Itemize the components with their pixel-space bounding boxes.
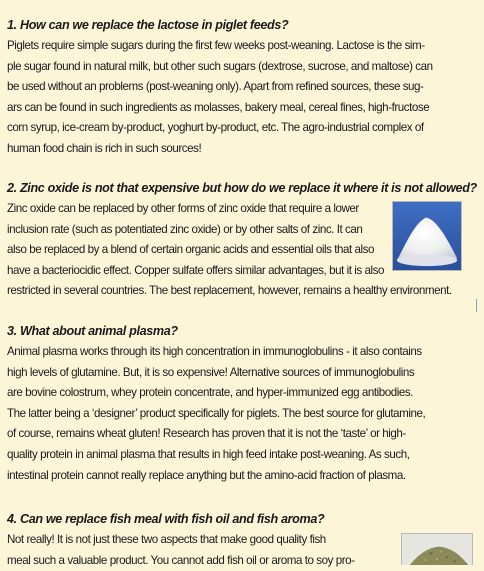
answer-4-line: Not really! It is not just these two aspects that make good quality fish [7,533,326,546]
answer-4-line: meal such a valuable product. You cannot add fish oil or aroma to soy pro- [7,553,355,567]
answer-3-line: The latter being a ‘designer’ product specifically for piglets. The best source for glutamine, [7,406,426,420]
fish-meal-pellets-photo-icon [402,534,472,565]
answer-2-line: inclusion rate (such as potentiated zinc oxide) or by other salts of zinc. It can [7,222,363,236]
question-4-heading: 4. Can we replace fish meal with fish oil and fish aroma? [7,512,325,526]
answer-2-paragraph [7,199,452,302]
answer-1-line: Piglets require simple sugars during the first few weeks post-weaning. Lactose is the sim- [7,39,425,52]
answer-3-line: Animal plasma works through its high concentration in immunoglobulins - it also contains [7,345,422,358]
white-powder-pile-photo-icon [393,202,461,270]
question-3-heading: 3. What about animal plasma? [7,324,178,338]
answer-1-line: human food chain is rich in such sources! [7,141,202,155]
answer-3-line: intestinal protein cannot really replace anything but the amino-acid fraction of plasma. [7,468,406,482]
answer-3-line: of course, remains wheat gluten! Research has proven that it is not the ‘taste’ or high- [7,427,406,441]
question-2-heading: 2. Zinc oxide is not that expensive but how do we replace it where it is not allowed? [7,181,477,195]
answer-2-line: Zinc oxide can be replaced by other forms of zinc oxide that require a lower [7,202,359,215]
page-edge-marker [476,299,477,312]
answer-3-line: high levels of glutamine. But, it is so expensive! Alternative sources of immunoglobulins [7,365,415,379]
zinc-oxide-powder-image [392,201,462,271]
answer-3-line: are bovine colostrum, whey protein concentrate, and hyper-immunized egg antibodies. [7,386,414,400]
answer-1-line: ars can be found in such ingredients as molasses, bakery meal, cereal fines, high-fructose [7,100,430,114]
answer-1-paragraph [7,36,433,160]
answer-1-line: corn syrup, ice-cream by-product, yoghurt by-product, etc. The agro-industrial complex of [7,121,424,135]
answer-2-line: also be replaced by a blend of certain organic acids and essential oils that also [7,243,375,257]
answer-3-paragraph [7,342,425,486]
answer-1-line: be used without an problems (post-weaning only). Apart from refined sources, these sug- [7,80,424,94]
answer-3-line: quality protein in animal plasma that results in high feed intake post-weaning. As such, [7,447,410,461]
answer-2-line: have a bacteriocidic effect. Copper sulfate offers similar advantages, but it is also [7,263,384,277]
question-1-heading: 1. How can we replace the lactose in piglet feeds? [7,18,289,32]
fish-meal-image [401,533,473,565]
answer-2-line: restricted in several countries. The best replacement, however, remains a healthy environment. [7,284,452,298]
answer-1-line: ple sugar found in natural milk, but other such sugars (dextrose, sucrose, and maltose) can [7,59,433,73]
